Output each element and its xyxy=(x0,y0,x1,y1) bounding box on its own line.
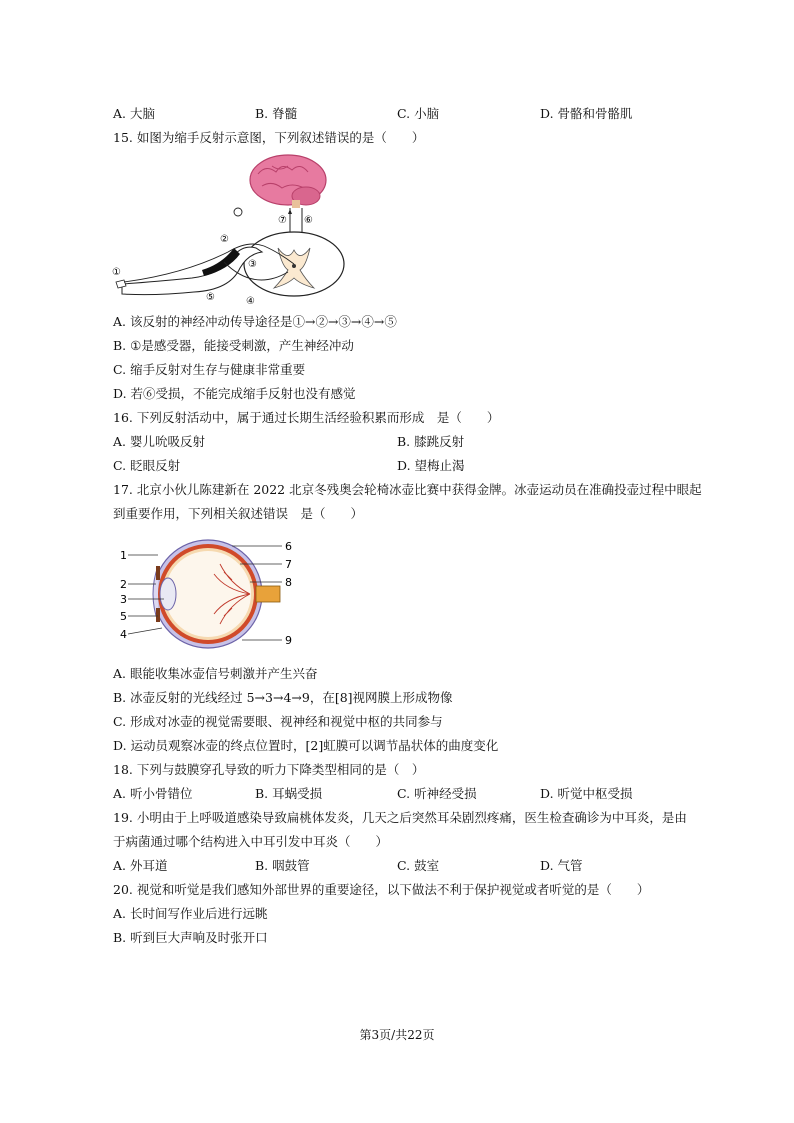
eye-label-8: 8 xyxy=(285,576,292,589)
q17-stem-line2: 到重要作用，下列相关叙述错误 是（ ） xyxy=(113,506,364,521)
label-2: ② xyxy=(220,234,229,245)
q19-option-c: C. 鼓室 xyxy=(397,858,440,873)
q19-option-a: A. 外耳道 xyxy=(113,858,168,873)
q19-option-d: D. 气管 xyxy=(540,858,583,873)
eye-label-2: 2 xyxy=(120,578,127,591)
q17-option-b: B. 冰壶反射的光线经过 5→3→4→9，在[8]视网膜上形成物像 xyxy=(113,690,453,705)
q16-stem: 16. 下列反射活动中，属于通过长期生活经验积累而形成 是（ ） xyxy=(113,410,500,425)
q17-stem-line1: 17. 北京小伙儿陈建新在 2022 北京冬残奥会轮椅冰壶比赛中获得金牌。冰壶运动员在准确投壶过程中眼起 xyxy=(113,482,702,497)
q16-option-d: D. 望梅止渴 xyxy=(397,458,465,473)
q20-option-b: B. 听到巨大声响及时张开口 xyxy=(113,930,268,945)
eye-label-5: 5 xyxy=(120,610,127,623)
q14-option-c: C. 小脑 xyxy=(397,106,440,121)
q16-option-b: B. 膝跳反射 xyxy=(397,434,465,449)
label-4: ④ xyxy=(246,296,255,307)
q14-option-b: B. 脊髓 xyxy=(255,106,298,121)
q18-option-d: D. 听觉中枢受损 xyxy=(540,786,633,801)
q14-option-a: A. 大脑 xyxy=(113,106,155,121)
label-1: ① xyxy=(112,267,121,278)
eye-structure-diagram xyxy=(112,536,302,656)
eye-label-1: 1 xyxy=(120,549,127,562)
q18-option-a: A. 听小骨错位 xyxy=(113,786,193,801)
eye-label-6: 6 xyxy=(285,540,292,553)
q17-option-d: D. 运动员观察冰壶的终点位置时，[2]虹膜可以调节晶状体的曲度变化 xyxy=(113,738,499,753)
q16-options-row1 xyxy=(113,434,713,450)
q16-option-c: C. 眨眼反射 xyxy=(113,458,181,473)
q19-option-b: B. 咽鼓管 xyxy=(255,858,310,873)
q15-option-c: C. 缩手反射对生存与健康非常重要 xyxy=(113,362,306,377)
eye-label-7: 7 xyxy=(285,558,292,571)
q19-options xyxy=(113,858,713,874)
brain-illustration xyxy=(250,155,326,208)
label-3: ③ xyxy=(248,259,257,270)
eye-label-3: 3 xyxy=(120,593,127,606)
q20-option-a: A. 长时间写作业后进行远眺 xyxy=(113,906,268,921)
q17-option-a: A. 眼能收集冰壶信号刺激并产生兴奋 xyxy=(113,666,318,681)
q18-options xyxy=(113,786,713,802)
label-5: ⑤ xyxy=(206,292,215,303)
eye-label-4: 4 xyxy=(120,628,127,641)
q15-option-d: D. 若⑥受损，不能完成缩手反射也没有感觉 xyxy=(113,386,356,401)
q15-option-b: B. ①是感受器，能接受刺激，产生神经冲动 xyxy=(113,338,354,353)
q14-option-d: D. 骨骼和骨骼肌 xyxy=(540,106,633,121)
q16-options-row2 xyxy=(113,458,713,474)
q15-stem: 15. 如图为缩手反射示意图，下列叙述错误的是（ ） xyxy=(113,130,425,145)
q18-option-b: B. 耳蜗受损 xyxy=(255,786,323,801)
reflex-arc-diagram xyxy=(112,152,352,312)
q15-option-a: A. 该反射的神经冲动传导途径是①→②→③→④→⑤ xyxy=(113,314,397,329)
page-number-footer: 第3页/共22页 xyxy=(359,1028,435,1042)
q19-stem-line2: 于病菌通过哪个结构进入中耳引发中耳炎（ ） xyxy=(113,834,389,849)
q18-stem: 18. 下列与鼓膜穿孔导致的听力下降类型相同的是（ ） xyxy=(113,762,425,777)
q17-option-c: C. 形成对冰壶的视觉需要眼、视神经和视觉中枢的共同参与 xyxy=(113,714,443,729)
eye-label-9: 9 xyxy=(285,634,292,647)
q20-stem: 20. 视觉和听觉是我们感知外部世界的重要途径，以下做法不利于保护视觉或者听觉的是（ ） xyxy=(113,882,650,897)
q16-option-a: A. 婴儿吮吸反射 xyxy=(113,434,205,449)
q14-options xyxy=(113,106,713,122)
label-7: ⑦ xyxy=(278,215,287,226)
q19-stem-line1: 19. 小明由于上呼吸道感染导致扁桃体发炎，几天之后突然耳朵剧烈疼痛，医生检查确诊为中耳炎，是由 xyxy=(113,810,687,825)
label-6: ⑥ xyxy=(304,215,313,226)
q18-option-c: C. 听神经受损 xyxy=(397,786,477,801)
